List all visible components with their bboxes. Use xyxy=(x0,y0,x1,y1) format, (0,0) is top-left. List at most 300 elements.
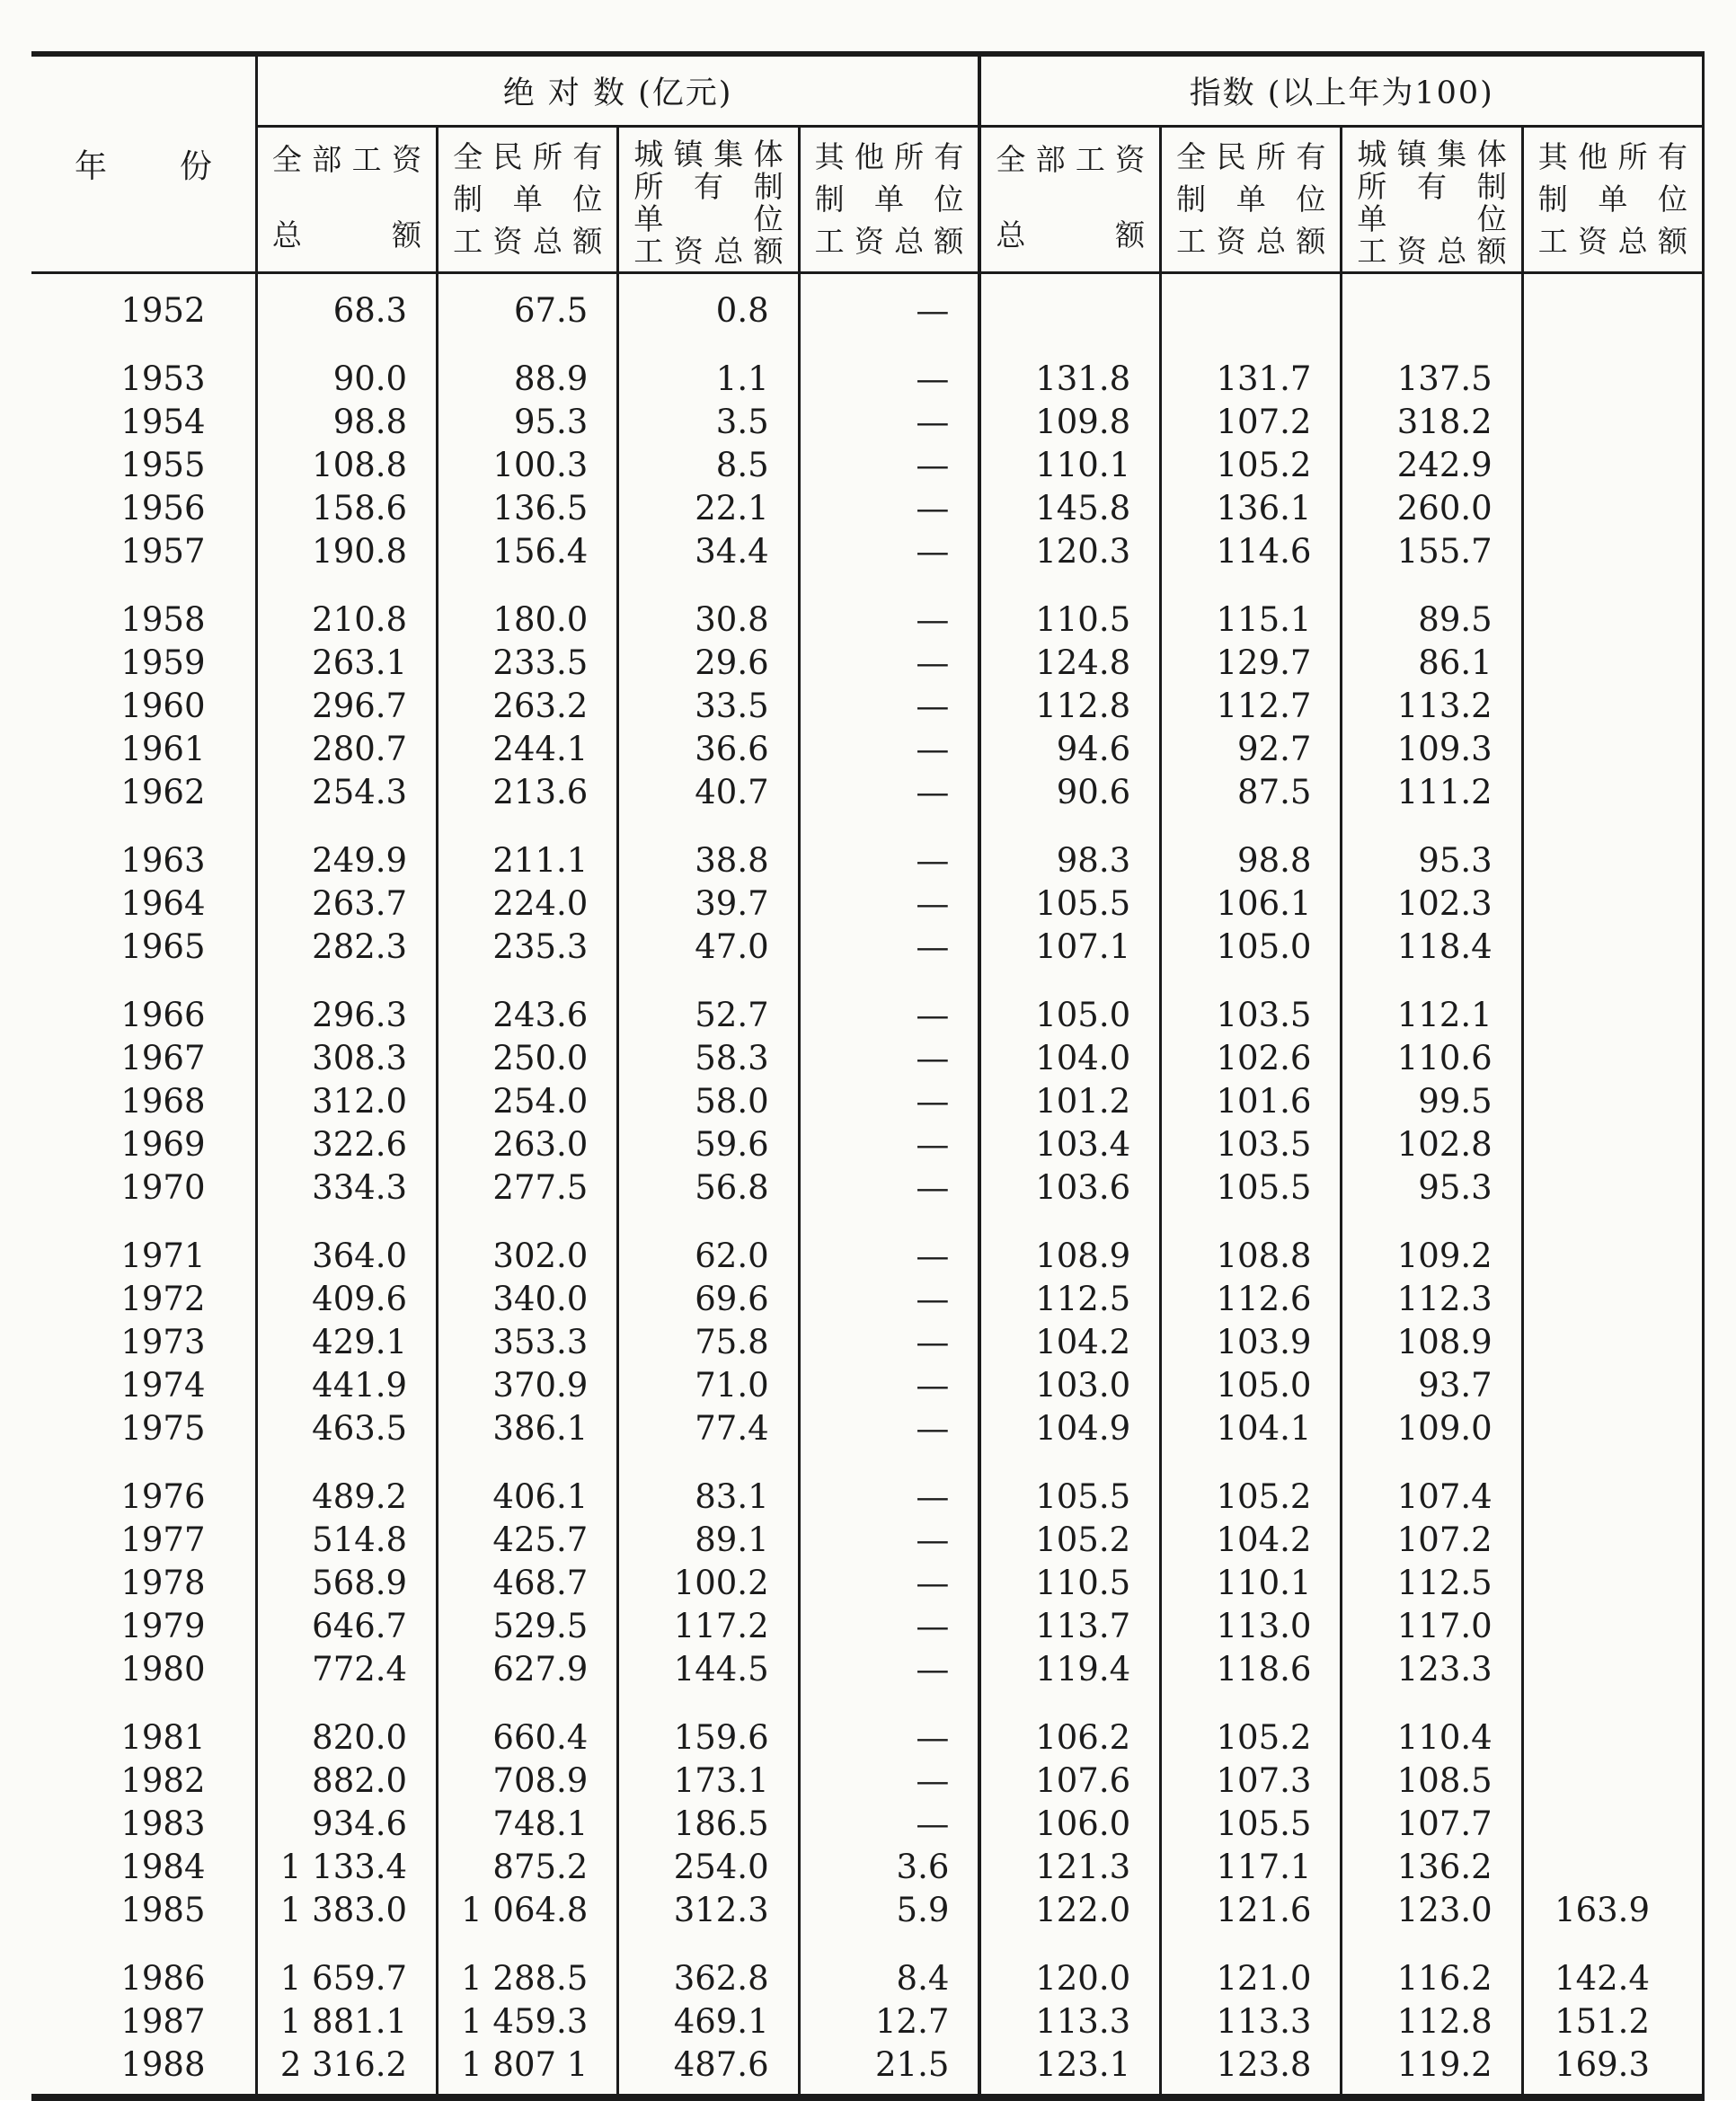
absolute-value-cell: 340.0 xyxy=(438,1278,618,1321)
year-cell: 1952 xyxy=(120,291,206,330)
table-row xyxy=(31,1716,1704,1760)
table-row xyxy=(31,882,1704,926)
index-value-cell: 108.9 xyxy=(1342,1321,1522,1364)
index-value-cell: 105.2 xyxy=(1161,1476,1342,1519)
absolute-value-cell: — xyxy=(799,994,979,1037)
absolute-value-cell xyxy=(256,573,437,598)
index-value-cell: 151.2 xyxy=(1522,2000,1703,2043)
absolute-value-cell: 3.5 xyxy=(618,401,799,444)
index-value-cell xyxy=(1342,1210,1522,1235)
absolute-value-cell xyxy=(618,1450,799,1476)
absolute-value-cell: — xyxy=(799,642,979,685)
absolute-value-cell: — xyxy=(799,598,979,642)
absolute-value-cell: 100.2 xyxy=(618,1562,799,1605)
index-value-cell xyxy=(1342,332,1522,358)
absolute-value-cell: — xyxy=(799,1519,979,1562)
absolute-value-cell: 312.3 xyxy=(618,1889,799,1932)
table-row xyxy=(31,1648,1704,1691)
absolute-value-cell xyxy=(618,1932,799,1957)
absolute-value-cell: 334.3 xyxy=(256,1166,437,1210)
index-value-cell: 105.0 xyxy=(1161,926,1342,969)
year-cell xyxy=(31,1691,256,1716)
year-cell: 1972 xyxy=(120,1280,206,1318)
table-row xyxy=(31,1957,1704,2000)
absolute-value-cell: 468.7 xyxy=(438,1562,618,1605)
year-cell: 1981 xyxy=(120,1718,206,1757)
year-cell: 1986 xyxy=(120,1959,206,1998)
absolute-value-cell: 875.2 xyxy=(438,1846,618,1889)
index-value-cell xyxy=(1522,444,1703,487)
absolute-value-cell: 58.0 xyxy=(618,1080,799,1123)
absolute-value-cell: 282.3 xyxy=(256,926,437,969)
table-row xyxy=(31,1037,1704,1080)
absolute-value-cell: 5.9 xyxy=(799,1889,979,1932)
table-row xyxy=(31,289,1704,332)
absolute-value-cell: — xyxy=(799,1080,979,1123)
absolute-value-cell: 83.1 xyxy=(618,1476,799,1519)
header-text-line: 全 民 所 有 xyxy=(453,139,603,174)
absolute-value-cell xyxy=(438,1450,618,1476)
index-value-cell: 109.0 xyxy=(1342,1407,1522,1450)
index-value-cell: 107.2 xyxy=(1161,401,1342,444)
index-value-cell xyxy=(1161,969,1342,994)
index-value-cell: 123.1 xyxy=(979,2043,1160,2087)
year-cell: 1976 xyxy=(120,1477,206,1516)
index-value-cell xyxy=(1522,1803,1703,1846)
index-value-cell: 107.3 xyxy=(1161,1760,1342,1803)
absolute-value-cell: 136.5 xyxy=(438,487,618,530)
absolute-value-cell: 627.9 xyxy=(438,1648,618,1691)
absolute-value-cell: — xyxy=(799,1364,979,1407)
index-value-cell xyxy=(1522,487,1703,530)
year-cell xyxy=(31,1450,256,1476)
index-value-cell xyxy=(1522,771,1703,814)
abs-urban-collective-header xyxy=(618,127,799,273)
absolute-value-cell xyxy=(438,2087,618,2097)
absolute-value-cell: 1 383.0 xyxy=(256,1889,437,1932)
index-value-cell: 145.8 xyxy=(979,487,1160,530)
sub-header-label xyxy=(1524,136,1702,263)
absolute-value-cell: 159.6 xyxy=(618,1716,799,1760)
index-value-cell: 112.6 xyxy=(1161,1278,1342,1321)
index-value-cell xyxy=(1161,814,1342,839)
absolute-value-cell: 370.9 xyxy=(438,1364,618,1407)
header-text-line: 工 资 总 额 xyxy=(814,224,964,259)
index-value-cell: 112.8 xyxy=(979,685,1160,728)
absolute-value-cell: 30.8 xyxy=(618,598,799,642)
absolute-value-cell: 425.7 xyxy=(438,1519,618,1562)
table-row xyxy=(31,401,1704,444)
index-value-cell xyxy=(1522,814,1703,839)
index-value-cell xyxy=(1522,839,1703,882)
header-text-line: 所 有 制 xyxy=(633,169,784,204)
index-value-cell xyxy=(1522,1605,1703,1648)
absolute-value-cell xyxy=(256,814,437,839)
table-row xyxy=(31,1166,1704,1210)
index-value-cell xyxy=(1522,1321,1703,1364)
absolute-value-cell: 1 133.4 xyxy=(256,1846,437,1889)
absolute-value-cell: — xyxy=(799,401,979,444)
index-value-cell: 122.0 xyxy=(979,1889,1160,1932)
index-value-cell: 129.7 xyxy=(1161,642,1342,685)
absolute-value-cell: 280.7 xyxy=(256,728,437,771)
index-value-cell: 92.7 xyxy=(1161,728,1342,771)
index-value-cell: 108.8 xyxy=(1161,1235,1342,1278)
idx-other-ownership-header xyxy=(1522,127,1703,273)
absolute-value-cell: 312.0 xyxy=(256,1080,437,1123)
header-text-line: 全 民 所 有 xyxy=(1176,139,1326,174)
table-row xyxy=(31,444,1704,487)
absolute-value-cell: — xyxy=(799,1476,979,1519)
absolute-value-cell: 98.8 xyxy=(256,401,437,444)
absolute-value-cell: 296.7 xyxy=(256,685,437,728)
absolute-value-cell: 190.8 xyxy=(256,530,437,573)
absolute-value-cell: 58.3 xyxy=(618,1037,799,1080)
table-row xyxy=(31,642,1704,685)
index-value-cell: 118.4 xyxy=(1342,926,1522,969)
absolute-value-cell: 254.3 xyxy=(256,771,437,814)
index-value-cell: 103.5 xyxy=(1161,994,1342,1037)
sub-header-label xyxy=(258,133,436,266)
year-cell: 1962 xyxy=(120,773,206,811)
absolute-value-cell xyxy=(618,332,799,358)
absolute-value-cell: 263.2 xyxy=(438,685,618,728)
index-value-cell: 114.6 xyxy=(1161,530,1342,573)
absolute-value-cell: — xyxy=(799,685,979,728)
absolute-value-cell: 3.6 xyxy=(799,1846,979,1889)
index-value-cell xyxy=(979,2087,1160,2097)
index-value-cell: 112.5 xyxy=(979,1278,1160,1321)
absolute-value-cell: 364.0 xyxy=(256,1235,437,1278)
absolute-value-cell: 263.1 xyxy=(256,642,437,685)
index-value-cell xyxy=(979,332,1160,358)
absolute-value-cell: 302.0 xyxy=(438,1235,618,1278)
index-value-cell: 105.5 xyxy=(979,1476,1160,1519)
index-value-cell xyxy=(979,1210,1160,1235)
index-value-cell xyxy=(1522,1278,1703,1321)
index-value-cell xyxy=(1522,926,1703,969)
index-value-cell xyxy=(1342,1691,1522,1716)
index-value-cell: 116.2 xyxy=(1342,1957,1522,2000)
table-row xyxy=(31,1562,1704,1605)
index-value-cell xyxy=(1161,289,1342,332)
index-value-cell xyxy=(1161,1932,1342,1957)
table-row xyxy=(31,771,1704,814)
index-value-cell: 119.4 xyxy=(979,1648,1160,1691)
absolute-value-cell xyxy=(256,1691,437,1716)
index-value-cell xyxy=(1342,289,1522,332)
year-cell: 1963 xyxy=(120,841,206,880)
absolute-value-cell: 1 288.5 xyxy=(438,1957,618,2000)
index-value-cell: 118.6 xyxy=(1161,1648,1342,1691)
absolute-value-cell xyxy=(618,814,799,839)
index-value-cell: 103.5 xyxy=(1161,1123,1342,1166)
table-row xyxy=(31,2000,1704,2043)
absolute-value-cell: 12.7 xyxy=(799,2000,979,2043)
header-text-line: 城 镇 集 体 xyxy=(1357,137,1507,172)
year-cell: 1968 xyxy=(120,1082,206,1121)
index-value-cell: 105.5 xyxy=(1161,1803,1342,1846)
absolute-value-cell: — xyxy=(799,1235,979,1278)
year-cell xyxy=(31,1210,256,1235)
index-value-cell xyxy=(1522,1648,1703,1691)
absolute-value-cell: 59.6 xyxy=(618,1123,799,1166)
absolute-value-cell xyxy=(799,1450,979,1476)
header-text-line: 制 单 位 xyxy=(453,182,603,217)
absolute-value-cell xyxy=(799,1210,979,1235)
absolute-value-cell xyxy=(618,969,799,994)
index-value-cell: 109.3 xyxy=(1342,728,1522,771)
idx-total-wages-header xyxy=(979,127,1160,273)
index-value-cell: 110.1 xyxy=(979,444,1160,487)
absolute-value-cell xyxy=(438,1210,618,1235)
absolute-value-cell: 429.1 xyxy=(256,1321,437,1364)
table-row xyxy=(31,598,1704,642)
absolute-value-cell: — xyxy=(799,530,979,573)
absolute-value-cell: — xyxy=(799,1321,979,1364)
absolute-value-cell: 489.2 xyxy=(256,1476,437,1519)
index-value-cell: 242.9 xyxy=(1342,444,1522,487)
absolute-group-header: 绝 对 数 (亿元) xyxy=(256,54,979,127)
absolute-value-cell: 38.8 xyxy=(618,839,799,882)
absolute-value-cell: 708.9 xyxy=(438,1760,618,1803)
absolute-value-cell: 1.1 xyxy=(618,358,799,401)
index-value-cell xyxy=(1522,728,1703,771)
absolute-value-cell: 263.7 xyxy=(256,882,437,926)
year-cell: 1964 xyxy=(120,884,206,923)
absolute-value-cell: 254.0 xyxy=(438,1080,618,1123)
index-value-cell: 120.3 xyxy=(979,530,1160,573)
index-value-cell xyxy=(1342,273,1522,289)
absolute-value-cell: 100.3 xyxy=(438,444,618,487)
idx-urban-collective-header xyxy=(1342,127,1522,273)
absolute-value-cell: — xyxy=(799,1278,979,1321)
index-value-cell xyxy=(1522,273,1703,289)
table-row xyxy=(31,1760,1704,1803)
year-cell: 1955 xyxy=(120,446,206,484)
index-value-cell xyxy=(1161,2087,1342,2097)
absolute-value-cell: 56.8 xyxy=(618,1166,799,1210)
index-value-cell xyxy=(1342,1932,1522,1957)
table-row xyxy=(31,1278,1704,1321)
year-cell: 1966 xyxy=(120,996,206,1034)
absolute-value-cell xyxy=(438,969,618,994)
index-value-cell: 104.9 xyxy=(979,1407,1160,1450)
sub-header-label xyxy=(1342,133,1520,269)
index-value-cell xyxy=(979,814,1160,839)
index-value-cell: 169.3 xyxy=(1522,2043,1703,2087)
year-cell: 1977 xyxy=(120,1520,206,1559)
group-gap-row xyxy=(31,1210,1704,1235)
absolute-value-cell: 71.0 xyxy=(618,1364,799,1407)
absolute-value-cell: 39.7 xyxy=(618,882,799,926)
absolute-value-cell: 22.1 xyxy=(618,487,799,530)
index-value-cell xyxy=(1522,1846,1703,1889)
index-value-cell xyxy=(1522,1932,1703,1957)
absolute-value-cell xyxy=(256,273,437,289)
absolute-value-cell: 882.0 xyxy=(256,1760,437,1803)
table-row xyxy=(31,728,1704,771)
index-value-cell xyxy=(1522,358,1703,401)
table-row xyxy=(31,1846,1704,1889)
absolute-value-cell xyxy=(799,814,979,839)
absolute-value-cell: 250.0 xyxy=(438,1037,618,1080)
year-cell: 1988 xyxy=(120,2045,206,2084)
index-value-cell: 107.2 xyxy=(1342,1519,1522,1562)
index-value-cell: 112.1 xyxy=(1342,994,1522,1037)
index-value-cell xyxy=(1342,573,1522,598)
index-value-cell: 155.7 xyxy=(1342,530,1522,573)
absolute-value-cell: 1 459.3 xyxy=(438,2000,618,2043)
absolute-value-cell xyxy=(799,573,979,598)
index-value-cell xyxy=(1342,969,1522,994)
header-text-line: 其 他 所 有 xyxy=(814,139,964,174)
absolute-value-cell: 89.1 xyxy=(618,1519,799,1562)
index-value-cell xyxy=(1522,530,1703,573)
index-value-cell xyxy=(1161,273,1342,289)
absolute-value-cell: 1 807 1 xyxy=(438,2043,618,2087)
year-cell xyxy=(31,273,256,289)
index-value-cell: 101.6 xyxy=(1161,1080,1342,1123)
index-value-cell: 95.3 xyxy=(1342,839,1522,882)
absolute-value-cell xyxy=(256,969,437,994)
index-value-cell xyxy=(1161,332,1342,358)
index-value-cell xyxy=(1161,573,1342,598)
index-value-cell: 142.4 xyxy=(1522,1957,1703,2000)
index-value-cell: 106.1 xyxy=(1161,882,1342,926)
index-value-cell: 89.5 xyxy=(1342,598,1522,642)
index-value-cell xyxy=(1522,1519,1703,1562)
header-text-line: 工 资 总 额 xyxy=(453,224,603,259)
index-value-cell: 109.2 xyxy=(1342,1235,1522,1278)
index-value-cell: 102.6 xyxy=(1161,1037,1342,1080)
table-row xyxy=(31,1235,1704,1278)
index-value-cell: 105.2 xyxy=(979,1519,1160,1562)
absolute-value-cell xyxy=(438,332,618,358)
index-value-cell xyxy=(1522,1476,1703,1519)
spacer-row xyxy=(31,2087,1704,2097)
absolute-value-cell xyxy=(438,273,618,289)
absolute-value-cell xyxy=(618,1691,799,1716)
group-gap-row xyxy=(31,814,1704,839)
table-row xyxy=(31,530,1704,573)
absolute-value-cell xyxy=(438,814,618,839)
index-value-cell: 117.1 xyxy=(1161,1846,1342,1889)
header-text-line: 工 资 总 额 xyxy=(633,234,784,269)
year-cell: 1959 xyxy=(120,643,206,682)
index-value-cell xyxy=(1522,994,1703,1037)
absolute-value-cell: 158.6 xyxy=(256,487,437,530)
sub-header-label xyxy=(1162,136,1340,263)
index-value-cell: 105.5 xyxy=(979,882,1160,926)
index-value-cell: 136.2 xyxy=(1342,1846,1522,1889)
index-value-cell xyxy=(979,289,1160,332)
absolute-value-cell: 296.3 xyxy=(256,994,437,1037)
table-header xyxy=(31,54,1704,273)
index-value-cell: 107.1 xyxy=(979,926,1160,969)
year-cell: 1958 xyxy=(120,600,206,639)
index-value-cell: 106.2 xyxy=(979,1716,1160,1760)
absolute-value-cell xyxy=(799,969,979,994)
wage-statistics-table xyxy=(31,51,1705,2101)
absolute-value-cell xyxy=(618,573,799,598)
absolute-value-cell: — xyxy=(799,1605,979,1648)
table-row xyxy=(31,487,1704,530)
index-group-header: 指数 (以上年为100) xyxy=(979,54,1703,127)
index-value-cell xyxy=(1522,1407,1703,1450)
group-gap-row xyxy=(31,332,1704,358)
index-value-cell xyxy=(1522,1037,1703,1080)
header-text-line: 工 资 总 额 xyxy=(1357,234,1507,269)
index-value-cell xyxy=(1342,2087,1522,2097)
absolute-value-cell: 40.7 xyxy=(618,771,799,814)
index-value-cell: 121.0 xyxy=(1161,1957,1342,2000)
index-value-cell xyxy=(1522,1080,1703,1123)
index-value-cell: 121.6 xyxy=(1161,1889,1342,1932)
abs-other-ownership-header xyxy=(799,127,979,273)
index-value-cell: 108.5 xyxy=(1342,1760,1522,1803)
index-value-cell: 260.0 xyxy=(1342,487,1522,530)
year-cell: 1956 xyxy=(120,489,206,527)
year-cell: 1978 xyxy=(120,1564,206,1602)
index-value-cell: 115.1 xyxy=(1161,598,1342,642)
absolute-value-cell: — xyxy=(799,1407,979,1450)
index-value-cell xyxy=(979,573,1160,598)
table-row xyxy=(31,839,1704,882)
index-value-cell: 105.2 xyxy=(1161,444,1342,487)
index-value-cell: 109.8 xyxy=(979,401,1160,444)
absolute-value-cell: 469.1 xyxy=(618,2000,799,2043)
index-value-cell: 163.9 xyxy=(1522,1889,1703,1932)
absolute-value-cell: — xyxy=(799,1166,979,1210)
year-column-header xyxy=(31,54,256,273)
table-row xyxy=(31,926,1704,969)
year-cell: 1979 xyxy=(120,1607,206,1645)
header-text-line: 其 他 所 有 xyxy=(1537,139,1687,174)
table-row xyxy=(31,994,1704,1037)
year-cell: 1982 xyxy=(120,1761,206,1800)
index-value-cell xyxy=(1522,598,1703,642)
sub-header-label xyxy=(619,133,797,269)
absolute-value-cell: 249.9 xyxy=(256,839,437,882)
index-value-cell: 113.3 xyxy=(979,2000,1160,2043)
absolute-value-cell: 1 064.8 xyxy=(438,1889,618,1932)
absolute-value-cell: 386.1 xyxy=(438,1407,618,1450)
absolute-value-cell: 646.7 xyxy=(256,1605,437,1648)
index-value-cell: 131.7 xyxy=(1161,358,1342,401)
absolute-value-cell: 244.1 xyxy=(438,728,618,771)
absolute-value-cell: 21.5 xyxy=(799,2043,979,2087)
index-value-cell: 105.0 xyxy=(979,994,1160,1037)
absolute-value-cell: — xyxy=(799,882,979,926)
index-value-cell: 102.3 xyxy=(1342,882,1522,926)
table-row xyxy=(31,685,1704,728)
index-value-cell xyxy=(1161,1450,1342,1476)
index-value-cell: 112.7 xyxy=(1161,685,1342,728)
absolute-value-cell: — xyxy=(799,728,979,771)
group-gap-row xyxy=(31,1932,1704,1957)
table-row xyxy=(31,1803,1704,1846)
absolute-value-cell: 156.4 xyxy=(438,530,618,573)
index-value-cell: 112.8 xyxy=(1342,2000,1522,2043)
absolute-value-cell: 2 316.2 xyxy=(256,2043,437,2087)
index-value-cell: 136.1 xyxy=(1161,487,1342,530)
absolute-value-cell: 8.5 xyxy=(618,444,799,487)
absolute-value-cell: 47.0 xyxy=(618,926,799,969)
absolute-value-cell xyxy=(618,2087,799,2097)
absolute-value-cell: — xyxy=(799,358,979,401)
index-value-cell xyxy=(1522,642,1703,685)
